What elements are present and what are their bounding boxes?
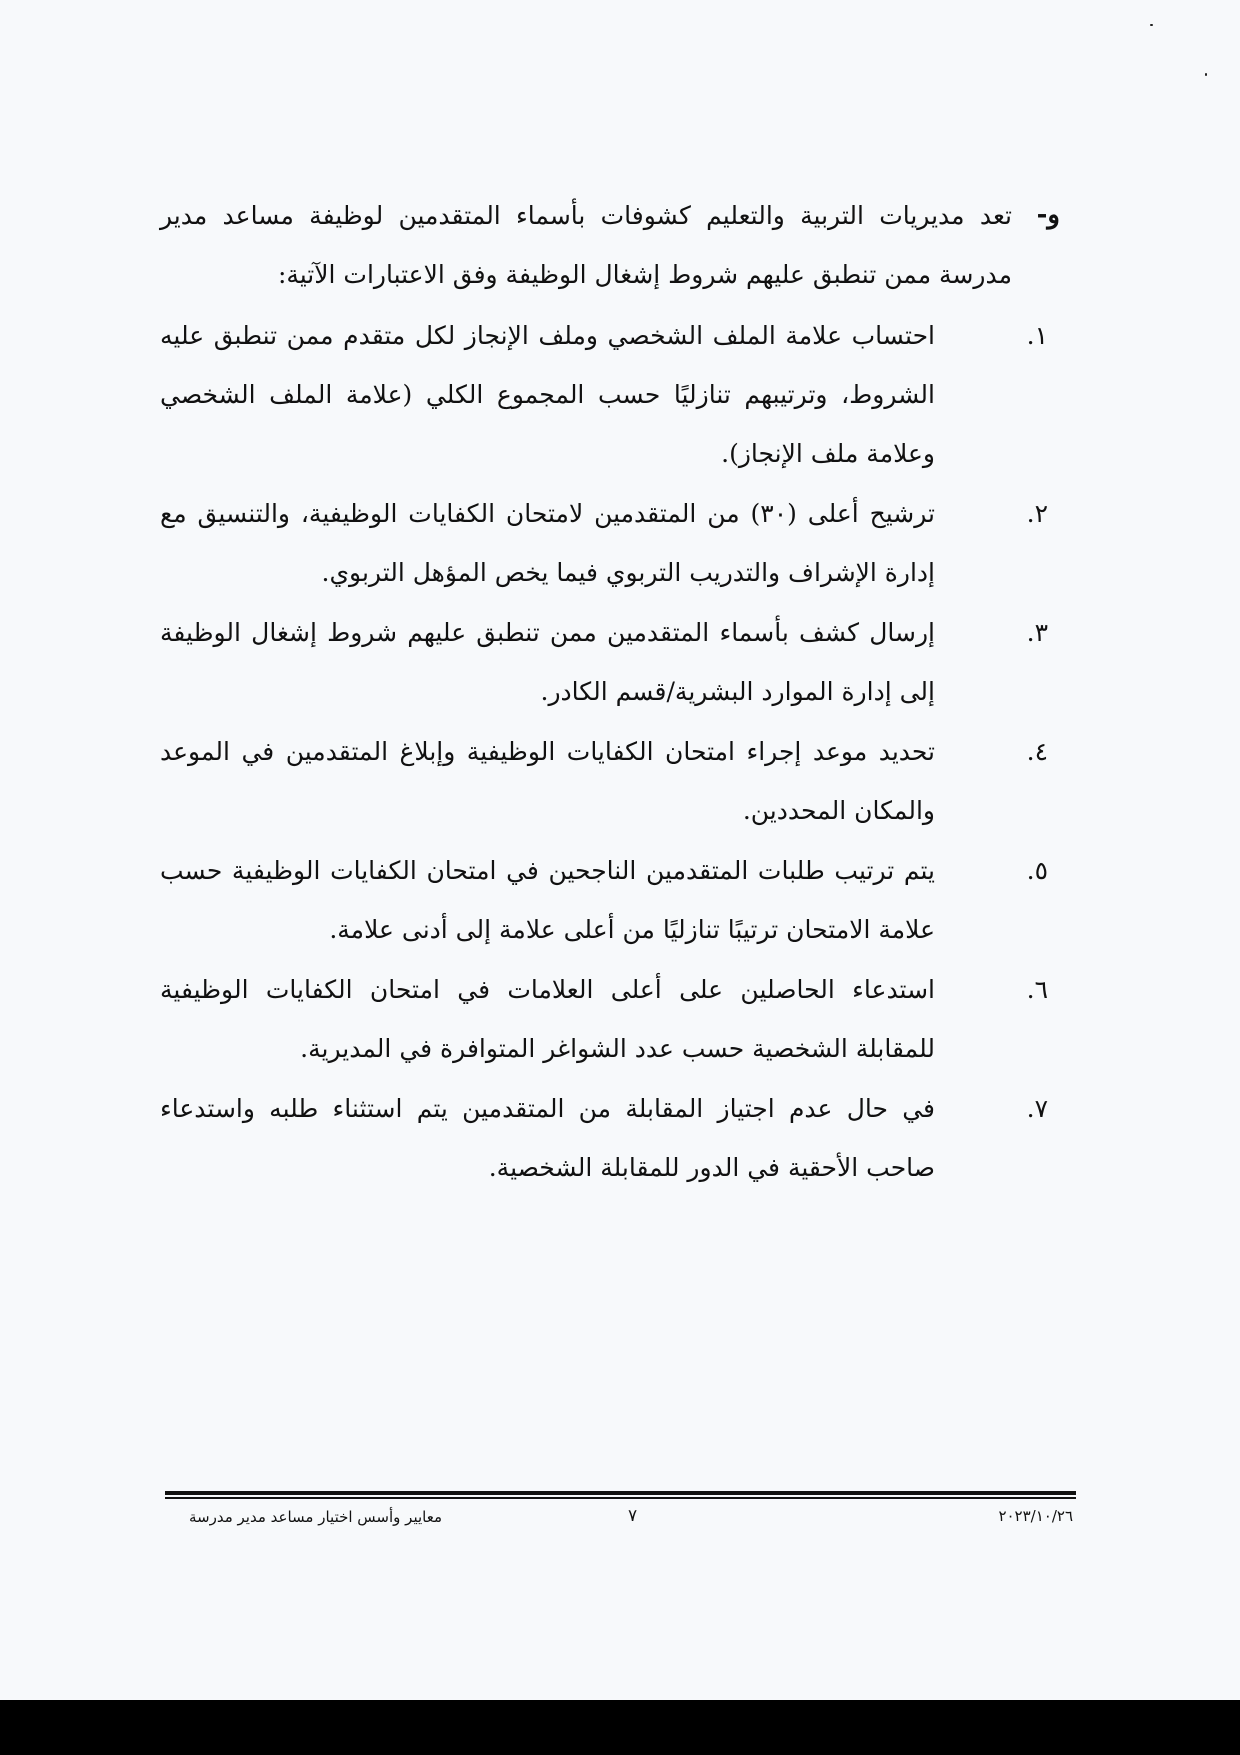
- footer-document-title: معايير وأسس اختيار مساعد مدير مدرسة: [189, 1508, 443, 1526]
- footer-page-number: ٧: [628, 1506, 638, 1526]
- footer-rule-thin: [165, 1497, 1076, 1499]
- scan-speck: [1205, 73, 1207, 76]
- list-item: [160, 841, 1060, 959]
- page-footer: [165, 1505, 1076, 1535]
- list-item-text: في حال عدم اجتياز المقابلة من المتقدمين يتم استثناء طلبه واستدعاء صاحب الأحقية في الدور للمقابلة الشخصية.: [160, 1094, 935, 1182]
- list-item-number: ٢.: [1026, 499, 1048, 528]
- footer-rule: [165, 1491, 1076, 1499]
- footer-date: ٢٠٢٣/١٠/٢٦: [998, 1507, 1073, 1525]
- list-item-number: ٤.: [1026, 737, 1048, 766]
- section-intro-text: تعد مديريات التربية والتعليم كشوفات بأسماء المتقدمين لوظيفة مساعد مدير مدرسة ممن تنطبق عليهم شروط إشغال الوظيفة وفق الاعتبارات الآتية:: [160, 201, 1012, 289]
- list-item: [160, 960, 1060, 1078]
- list-item-number: ٧.: [1026, 1094, 1048, 1123]
- section-intro: [160, 186, 1060, 304]
- list-item-number: ٦.: [1026, 975, 1048, 1004]
- list-item: [160, 484, 1060, 602]
- footer-rule-thick: [165, 1491, 1076, 1495]
- list-item-number: ٣.: [1026, 618, 1048, 647]
- list-item-text: احتساب علامة الملف الشخصي وملف الإنجاز لكل متقدم ممن تنطبق عليه الشروط، وترتيبهم تنازليًا حسب المجموع الكلي (علامة الملف الشخصي وعلامة ملف الإنجاز).: [160, 321, 935, 468]
- list-item-text: إرسال كشف بأسماء المتقدمين ممن تنطبق عليهم شروط إشغال الوظيفة إلى إدارة الموارد البشرية/قسم الكادر.: [160, 618, 935, 706]
- scan-speck: [1150, 24, 1153, 26]
- list-item: [160, 722, 1060, 840]
- list-item: [160, 306, 1060, 483]
- list-item-text: ترشيح أعلى (٣٠) من المتقدمين لامتحان الكفايات الوظيفية، والتنسيق مع إدارة الإشراف والتدريب التربوي فيما يخص المؤهل التربوي.: [160, 499, 935, 587]
- list-item-text: استدعاء الحاصلين على أعلى العلامات في امتحان الكفايات الوظيفية للمقابلة الشخصية حسب عدد الشواغر المتوافرة في المديرية.: [160, 975, 935, 1063]
- list-item: [160, 1079, 1060, 1197]
- list-item: [160, 603, 1060, 721]
- criteria-list: [160, 306, 1060, 1197]
- list-item-text: يتم ترتيب طلبات المتقدمين الناجحين في امتحان الكفايات الوظيفية حسب علامة الامتحان ترتيبًا تنازليًا من أعلى علامة إلى أدنى علامة.: [160, 856, 935, 944]
- list-item-number: ٥.: [1026, 856, 1048, 885]
- document-body: [160, 186, 1060, 1198]
- list-item-number: ١.: [1026, 321, 1048, 350]
- list-item-text: تحديد موعد إجراء امتحان الكفايات الوظيفية وإبلاغ المتقدمين في الموعد والمكان المحددين.: [160, 737, 935, 825]
- section-marker: و-: [1036, 200, 1060, 230]
